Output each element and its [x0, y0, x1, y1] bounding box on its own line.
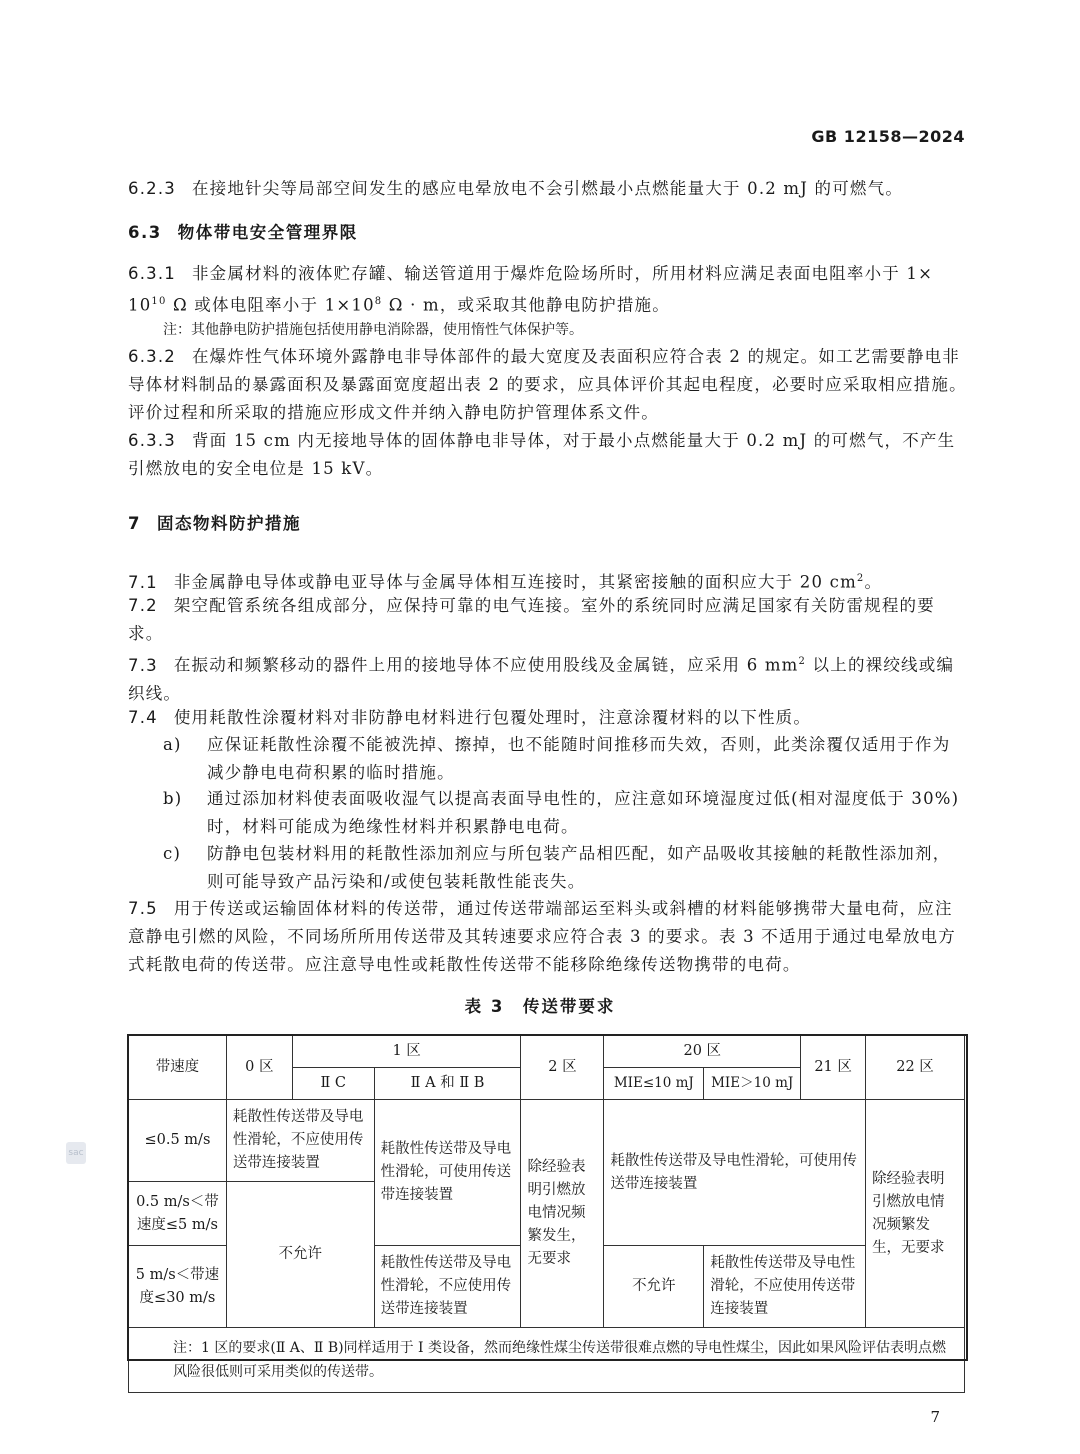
section-7-heading: [128, 510, 968, 538]
header-zone-1: 1 区: [292, 1036, 521, 1068]
list-item-text: 应保证耗散性涂覆不能被洗掉、擦掉，也不能随时间推移而失效，否则，此类涂覆仅适用于作为减少静电电荷积累的临时措施。: [207, 735, 951, 782]
clause-number: 6.3.1: [128, 264, 176, 283]
clause-number: 6.2.3: [128, 179, 176, 198]
clause-number: 7.1: [128, 572, 158, 592]
clause-text: 架空配管系统各组成部分，应保持可靠的电气连接。室外的系统同时应满足国家有关防雷规程的要求。: [128, 596, 935, 643]
section-6-3-heading: [128, 219, 968, 247]
header-mie-low: MIE≤10 mJ: [604, 1068, 704, 1100]
clause-6-2-3: [128, 175, 968, 203]
header-mie-high: MIE＞10 mJ: [704, 1068, 801, 1100]
superscript: 2: [798, 656, 807, 667]
zone20-21-row12-cell: 耗散性传送带及导电性滑轮，可使用传送带连接装置: [604, 1100, 866, 1246]
section-title: 物体带电安全管理界限: [177, 223, 358, 242]
clause-text: Ω · m，或采取其他静电防护措施。: [382, 295, 670, 315]
superscript: 2: [856, 573, 865, 584]
iic-row12-cell: 耗散性传送带及导电性滑轮，可使用传送带连接装置: [374, 1100, 521, 1246]
superscript: 10: [151, 296, 167, 307]
list-item-b: [163, 785, 968, 841]
clause-number: 7.2: [128, 596, 158, 615]
clause-7-5: [128, 895, 968, 979]
table-caption: 表 3 传送带要求: [464, 997, 616, 1016]
clause-text: 在接地针尖等局部空间发生的感应电晕放电不会引燃最小点燃能量大于 0.2 mJ 的可燃气。: [191, 179, 904, 198]
speed-row-3: 5 m/s＜带速度≤30 m/s: [129, 1246, 227, 1328]
list-item-text: 防静电包装材料用的耗散性添加剂应与所包装产品相匹配，如产品吸收其接触的耗散性添加剂，则可能导致产品污染和/或使包装耗散性能丧失。: [207, 844, 951, 891]
zone0-not-allowed-cell: 不允许: [226, 1182, 374, 1328]
superscript: 8: [374, 296, 383, 307]
clause-6-3-1: [128, 260, 968, 320]
section-number: 7: [128, 514, 141, 533]
clause-text: Ω 或体电阻率小于 1×10: [166, 295, 375, 315]
header-group-iia-iib: Ⅱ A 和 Ⅱ B: [374, 1068, 521, 1100]
standard-number: GB 12158—2024: [811, 127, 965, 146]
header-zone-20: 20 区: [604, 1036, 801, 1068]
clause-7-2: [128, 592, 968, 648]
section-number: 6.3: [128, 223, 162, 242]
iic-row3-cell: 耗散性传送带及导电性滑轮，不应使用传送带连接装置: [374, 1246, 521, 1328]
table-note: 注：1 区的要求(Ⅱ A、Ⅱ B)同样适用于 Ⅰ 类设备，然而绝缘性煤尘传送带很难点燃的导电性煤尘，因此如果风险评估表明点燃风险很低则可采用类似的传送带。: [129, 1328, 965, 1393]
clause-text: 10: [128, 295, 152, 315]
speed-row-1: ≤0.5 m/s: [129, 1100, 227, 1182]
list-item-a: [163, 731, 968, 787]
conveyor-belt-table: [128, 1035, 965, 1393]
header-belt-speed: 带速度: [129, 1036, 227, 1100]
clause-text: 以上的裸绞线或编织线。: [128, 655, 955, 703]
zone20-21-row3-cell: 耗散性传送带及导电性滑轮，不应使用传送带连接装置: [704, 1246, 866, 1328]
clause-text: 非金属材料的液体贮存罐、输送管道用于爆炸危险场所时，所用材料应满足表面电阻率小于 1×: [191, 264, 934, 283]
list-item-text: 通过添加材料使表面吸收湿气以提高表面导电性的，应注意如环境湿度过低(相对湿度低于 30%)时，材料可能成为绝缘性材料并积累静电电荷。: [207, 789, 960, 836]
list-marker: b): [163, 789, 183, 808]
header-group-iic: Ⅱ C: [292, 1068, 374, 1100]
clause-6-3-3: [128, 427, 968, 483]
header-zone-22: 22 区: [866, 1036, 965, 1100]
zone20-row3-not-allowed-cell: 不允许: [604, 1246, 704, 1328]
speed-row-2: 0.5 m/s＜带速度≤5 m/s: [129, 1182, 227, 1246]
zone2-cell: 除经验表明引燃放电情况频繁发生，无要求: [521, 1100, 604, 1328]
clause-text: 在振动和频繁移动的器件上用的接地导体不应使用股线及金属链，应采用 6 mm: [173, 655, 799, 675]
clause-number: 7.3: [128, 655, 158, 675]
zone0-row1-cell: 耗散性传送带及导电性滑轮，不应使用传送带连接装置: [226, 1100, 374, 1182]
clause-text: 非金属静电导体或静电亚导体与金属导体相互连接时，其紧密接触的面积应大于 20 cm: [173, 572, 857, 592]
page-number: 7: [930, 1408, 940, 1426]
header-zone-0: 0 区: [226, 1036, 292, 1100]
list-marker: a): [163, 735, 182, 754]
clause-6-3-1-note: 注：其他静电防护措施包括使用静电消除器，使用惰性气体保护等。: [163, 322, 583, 338]
clause-text: 使用耗散性涂覆材料对非防静电材料进行包覆处理时，注意涂覆材料的以下性质。: [173, 708, 812, 727]
clause-text: 背面 15 cm 内无接地导体的固体静电非导体，对于最小点燃能量大于 0.2 mJ 的可燃气，不产生引燃放电的安全电位是 15 kV。: [128, 431, 956, 478]
clause-text: 在爆炸性气体环境外露静电非导体部件的最大宽度及表面积应符合表 2 的规定。如工艺需要静电非导体材料制品的暴露面积及暴露面宽度超出表 2 的要求，应具体评价其起电程度，必要时应采取相应措施。评价过程和所采取的措施应形成文件并纳入静电防护管理体系文件。: [128, 347, 967, 422]
clause-number: 7.5: [128, 899, 158, 918]
header-zone-21: 21 区: [801, 1036, 866, 1100]
header-zone-2: 2 区: [521, 1036, 604, 1100]
list-item-c: [163, 840, 968, 896]
zone22-cell: 除经验表明引燃放电情况频繁发生，无要求: [866, 1100, 965, 1328]
clause-number: 6.3.3: [128, 431, 176, 450]
clause-number: 7.4: [128, 708, 158, 727]
clause-text: 。: [864, 572, 883, 592]
clause-number: 6.3.2: [128, 347, 176, 366]
clause-text: 用于传送或运输固体材料的传送带，通过传送带端部运至料头或斜槽的材料能够携带大量电荷，应注意静电引燃的风险，不同场所所用传送带及其转速要求应符合表 3 的要求。表 3 不适用于通过电晕放电方式耗散电荷的传送带。应注意导电性或耗散性传送带不能移除绝缘传送物携带的电荷。: [128, 899, 956, 974]
clause-7-3: [128, 648, 968, 708]
clause-6-3-2: [128, 343, 968, 427]
section-title: 固态物料防护措施: [156, 514, 301, 533]
clause-7-4: [128, 704, 968, 732]
list-marker: c): [163, 844, 182, 863]
sac-watermark-icon: sac: [66, 1142, 86, 1164]
